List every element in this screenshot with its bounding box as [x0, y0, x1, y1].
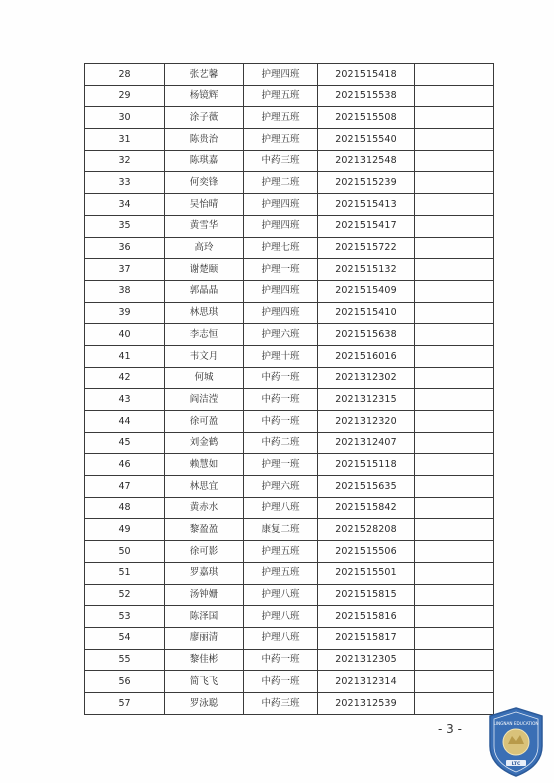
student-id-cell: 2021515842	[318, 497, 415, 519]
table-row	[85, 150, 494, 172]
student-id-cell: 2021515817	[318, 627, 415, 649]
student-name-cell: 阎洁滢	[165, 389, 244, 411]
empty-cell	[415, 129, 494, 151]
table-row	[85, 627, 494, 649]
student-roster-table	[84, 63, 494, 715]
student-id-cell: 2021515538	[318, 85, 415, 107]
class-name-cell: 中药三班	[244, 692, 318, 714]
empty-cell	[415, 411, 494, 433]
student-id-cell: 2021312302	[318, 367, 415, 389]
table-row	[85, 280, 494, 302]
empty-cell	[415, 85, 494, 107]
student-id-cell: 2021515815	[318, 584, 415, 606]
student-name-cell: 徐可影	[165, 541, 244, 563]
student-id-cell: 2021515118	[318, 454, 415, 476]
student-id-cell: 2021515239	[318, 172, 415, 194]
class-name-cell: 中药二班	[244, 432, 318, 454]
table-row	[85, 215, 494, 237]
row-number-cell: 44	[85, 411, 165, 433]
roster-table-body	[85, 64, 494, 715]
class-name-cell: 护理八班	[244, 627, 318, 649]
student-name-cell: 陈贵治	[165, 129, 244, 151]
table-row	[85, 606, 494, 628]
row-number-cell: 51	[85, 562, 165, 584]
row-number-cell: 50	[85, 541, 165, 563]
student-id-cell: 2021515816	[318, 606, 415, 628]
class-name-cell: 护理四班	[244, 215, 318, 237]
student-name-cell: 陈琪嘉	[165, 150, 244, 172]
class-name-cell: 中药三班	[244, 150, 318, 172]
empty-cell	[415, 215, 494, 237]
student-id-cell: 2021515418	[318, 64, 415, 86]
student-id-cell: 2021515132	[318, 259, 415, 281]
class-name-cell: 中药一班	[244, 389, 318, 411]
class-name-cell: 护理五班	[244, 85, 318, 107]
class-name-cell: 护理四班	[244, 194, 318, 216]
class-name-cell: 中药一班	[244, 671, 318, 693]
empty-cell	[415, 649, 494, 671]
student-id-cell: 2021515722	[318, 237, 415, 259]
table-row	[85, 172, 494, 194]
student-name-cell: 黎佳彬	[165, 649, 244, 671]
table-row	[85, 85, 494, 107]
class-name-cell: 护理七班	[244, 237, 318, 259]
student-name-cell: 韦文月	[165, 345, 244, 367]
student-id-cell: 2021515638	[318, 324, 415, 346]
seal-graphic	[486, 706, 546, 778]
student-name-cell: 涂子薇	[165, 107, 244, 129]
student-name-cell: 赖慧如	[165, 454, 244, 476]
row-number-cell: 41	[85, 345, 165, 367]
row-number-cell: 37	[85, 259, 165, 281]
school-seal-icon	[486, 706, 546, 778]
class-name-cell: 护理二班	[244, 172, 318, 194]
row-number-cell: 39	[85, 302, 165, 324]
empty-cell	[415, 302, 494, 324]
row-number-cell: 53	[85, 606, 165, 628]
class-name-cell: 护理四班	[244, 302, 318, 324]
empty-cell	[415, 627, 494, 649]
empty-cell	[415, 345, 494, 367]
class-name-cell: 护理五班	[244, 562, 318, 584]
row-number-cell: 40	[85, 324, 165, 346]
class-name-cell: 护理十班	[244, 345, 318, 367]
student-id-cell: 2021515501	[318, 562, 415, 584]
class-name-cell: 护理五班	[244, 541, 318, 563]
student-name-cell: 黄赤水	[165, 497, 244, 519]
table-row	[85, 476, 494, 498]
empty-cell	[415, 194, 494, 216]
student-name-cell: 汤钟姗	[165, 584, 244, 606]
table-row	[85, 541, 494, 563]
student-id-cell: 2021515413	[318, 194, 415, 216]
row-number-cell: 32	[85, 150, 165, 172]
empty-cell	[415, 541, 494, 563]
student-name-cell: 简飞飞	[165, 671, 244, 693]
row-number-cell: 54	[85, 627, 165, 649]
student-id-cell: 2021312407	[318, 432, 415, 454]
empty-cell	[415, 280, 494, 302]
student-name-cell: 李志恒	[165, 324, 244, 346]
row-number-cell: 38	[85, 280, 165, 302]
table-row	[85, 194, 494, 216]
table-row	[85, 107, 494, 129]
student-name-cell: 黄雪华	[165, 215, 244, 237]
student-id-cell: 2021515508	[318, 107, 415, 129]
row-number-cell: 47	[85, 476, 165, 498]
empty-cell	[415, 259, 494, 281]
empty-cell	[415, 107, 494, 129]
table-row	[85, 584, 494, 606]
row-number-cell: 46	[85, 454, 165, 476]
student-name-cell: 徐可盈	[165, 411, 244, 433]
class-name-cell: 护理五班	[244, 107, 318, 129]
table-row	[85, 367, 494, 389]
student-id-cell: 2021515506	[318, 541, 415, 563]
table-row	[85, 259, 494, 281]
student-name-cell: 何奕锋	[165, 172, 244, 194]
class-name-cell: 护理六班	[244, 324, 318, 346]
class-name-cell: 护理八班	[244, 497, 318, 519]
row-number-cell: 48	[85, 497, 165, 519]
student-name-cell: 杨镜辉	[165, 85, 244, 107]
table-row	[85, 302, 494, 324]
row-number-cell: 30	[85, 107, 165, 129]
student-id-cell: 2021312548	[318, 150, 415, 172]
student-name-cell: 吴怡晴	[165, 194, 244, 216]
student-id-cell: 2021515409	[318, 280, 415, 302]
empty-cell	[415, 562, 494, 584]
empty-cell	[415, 367, 494, 389]
class-name-cell: 护理八班	[244, 584, 318, 606]
student-id-cell: 2021515410	[318, 302, 415, 324]
class-name-cell: 护理五班	[244, 129, 318, 151]
table-row	[85, 671, 494, 693]
empty-cell	[415, 454, 494, 476]
class-name-cell: 中药一班	[244, 411, 318, 433]
table-row	[85, 432, 494, 454]
empty-cell	[415, 671, 494, 693]
empty-cell	[415, 476, 494, 498]
student-name-cell: 刘金鹤	[165, 432, 244, 454]
row-number-cell: 45	[85, 432, 165, 454]
row-number-cell: 28	[85, 64, 165, 86]
student-id-cell: 2021312315	[318, 389, 415, 411]
table-row	[85, 345, 494, 367]
class-name-cell: 护理八班	[244, 606, 318, 628]
row-number-cell: 43	[85, 389, 165, 411]
class-name-cell: 中药一班	[244, 649, 318, 671]
row-number-cell: 42	[85, 367, 165, 389]
seal-bottom-text: LTC	[511, 762, 521, 767]
table-row	[85, 497, 494, 519]
empty-cell	[415, 172, 494, 194]
student-id-cell: 2021312539	[318, 692, 415, 714]
seal-top-text: LINGNAN EDUCATION	[493, 721, 539, 726]
table-row	[85, 389, 494, 411]
student-id-cell: 2021312305	[318, 649, 415, 671]
table-row	[85, 237, 494, 259]
student-id-cell: 2021515540	[318, 129, 415, 151]
student-name-cell: 罗嘉琪	[165, 562, 244, 584]
table-row	[85, 454, 494, 476]
student-name-cell: 陈泽国	[165, 606, 244, 628]
student-name-cell: 郭晶晶	[165, 280, 244, 302]
class-name-cell: 护理一班	[244, 259, 318, 281]
empty-cell	[415, 324, 494, 346]
empty-cell	[415, 497, 494, 519]
class-name-cell: 护理六班	[244, 476, 318, 498]
student-id-cell: 2021515635	[318, 476, 415, 498]
class-name-cell: 中药一班	[244, 367, 318, 389]
student-name-cell: 黎盈盈	[165, 519, 244, 541]
row-number-cell: 56	[85, 671, 165, 693]
row-number-cell: 57	[85, 692, 165, 714]
student-name-cell: 罗泳聪	[165, 692, 244, 714]
student-name-cell: 谢楚颐	[165, 259, 244, 281]
empty-cell	[415, 64, 494, 86]
class-name-cell: 护理一班	[244, 454, 318, 476]
class-name-cell: 护理四班	[244, 64, 318, 86]
empty-cell	[415, 237, 494, 259]
class-name-cell: 康复二班	[244, 519, 318, 541]
row-number-cell: 49	[85, 519, 165, 541]
student-id-cell: 2021516016	[318, 345, 415, 367]
student-id-cell: 2021515417	[318, 215, 415, 237]
row-number-cell: 31	[85, 129, 165, 151]
student-name-cell: 高玲	[165, 237, 244, 259]
class-name-cell: 护理四班	[244, 280, 318, 302]
table-row	[85, 129, 494, 151]
student-name-cell: 何城	[165, 367, 244, 389]
table-row	[85, 324, 494, 346]
empty-cell	[415, 389, 494, 411]
student-name-cell: 廖丽清	[165, 627, 244, 649]
empty-cell	[415, 692, 494, 714]
student-name-cell: 林思宜	[165, 476, 244, 498]
row-number-cell: 55	[85, 649, 165, 671]
table-row	[85, 519, 494, 541]
student-name-cell: 林思琪	[165, 302, 244, 324]
student-name-cell: 张艺馨	[165, 64, 244, 86]
empty-cell	[415, 150, 494, 172]
student-id-cell: 2021312314	[318, 671, 415, 693]
row-number-cell: 52	[85, 584, 165, 606]
page-number: - 3 -	[438, 722, 462, 736]
student-id-cell: 2021528208	[318, 519, 415, 541]
row-number-cell: 34	[85, 194, 165, 216]
student-id-cell: 2021312320	[318, 411, 415, 433]
empty-cell	[415, 432, 494, 454]
empty-cell	[415, 606, 494, 628]
row-number-cell: 35	[85, 215, 165, 237]
table-row	[85, 64, 494, 86]
table-row	[85, 411, 494, 433]
row-number-cell: 29	[85, 85, 165, 107]
row-number-cell: 33	[85, 172, 165, 194]
table-row	[85, 649, 494, 671]
table-row	[85, 562, 494, 584]
row-number-cell: 36	[85, 237, 165, 259]
empty-cell	[415, 584, 494, 606]
empty-cell	[415, 519, 494, 541]
table-row	[85, 692, 494, 714]
